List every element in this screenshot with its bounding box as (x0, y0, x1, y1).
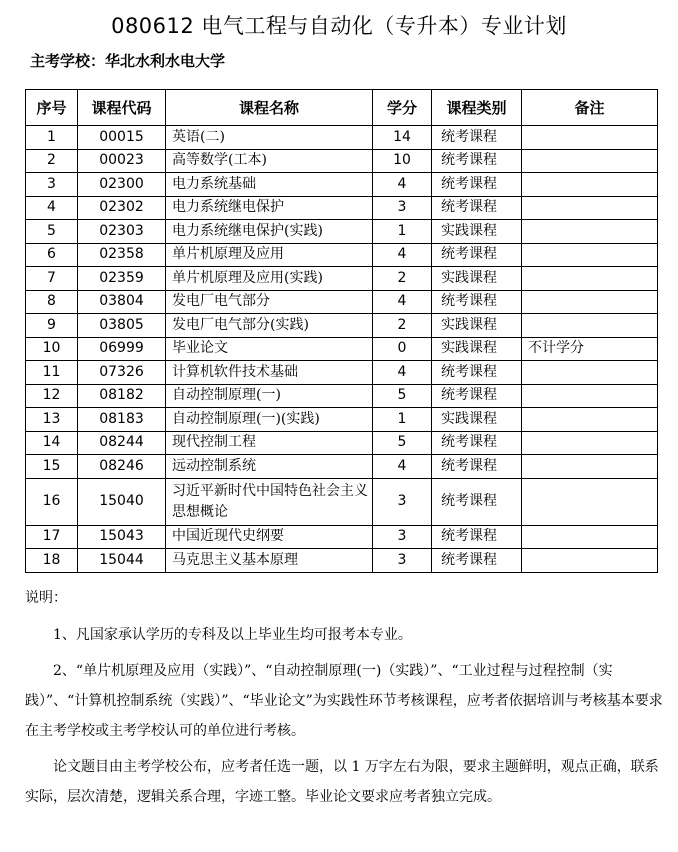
cell-seq: 11 (26, 361, 78, 385)
header-name: 课程名称 (166, 90, 373, 126)
cell-course-type: 实践课程 (432, 337, 522, 361)
cell-credits: 4 (373, 243, 432, 267)
cell-course-type: 实践课程 (432, 314, 522, 338)
cell-seq: 14 (26, 431, 78, 455)
cell-code: 03804 (78, 290, 166, 314)
cell-credits: 3 (373, 478, 432, 525)
cell-course-type: 统考课程 (432, 361, 522, 385)
cell-note (522, 126, 658, 150)
table-header-row (26, 90, 658, 126)
cell-seq: 12 (26, 384, 78, 408)
cell-course-type: 统考课程 (432, 126, 522, 150)
cell-seq: 9 (26, 314, 78, 338)
table-row (26, 149, 658, 173)
cell-credits: 2 (373, 267, 432, 291)
cell-credits: 4 (373, 173, 432, 197)
cell-note (522, 243, 658, 267)
cell-course-type: 统考课程 (432, 149, 522, 173)
cell-code: 00023 (78, 149, 166, 173)
cell-code: 08182 (78, 384, 166, 408)
cell-seq: 6 (26, 243, 78, 267)
cell-course-name: 自动控制原理(一) (166, 384, 373, 408)
table-row (26, 361, 658, 385)
cell-seq: 16 (26, 478, 78, 525)
cell-credits: 3 (373, 525, 432, 549)
cell-code: 02359 (78, 267, 166, 291)
cell-course-name: 现代控制工程 (166, 431, 373, 455)
header-type: 课程类别 (432, 90, 522, 126)
cell-course-type: 统考课程 (432, 196, 522, 220)
table-row (26, 220, 658, 244)
cell-seq: 2 (26, 149, 78, 173)
cell-note (522, 549, 658, 573)
cell-course-name: 中国近现代史纲要 (166, 525, 373, 549)
cell-credits: 14 (373, 126, 432, 150)
cell-course-name: 远动控制系统 (166, 455, 373, 479)
cell-course-type: 统考课程 (432, 478, 522, 525)
cell-code: 02302 (78, 196, 166, 220)
cell-code: 15040 (78, 478, 166, 525)
cell-credits: 4 (373, 290, 432, 314)
cell-credits: 1 (373, 408, 432, 432)
table-row (26, 384, 658, 408)
cell-seq: 7 (26, 267, 78, 291)
cell-note (522, 455, 658, 479)
cell-note (522, 173, 658, 197)
cell-course-name: 电力系统继电保护(实践) (166, 220, 373, 244)
cell-note (522, 525, 658, 549)
cell-course-type: 统考课程 (432, 549, 522, 573)
table-row (26, 267, 658, 291)
cell-course-type: 统考课程 (432, 173, 522, 197)
cell-code: 02358 (78, 243, 166, 267)
cell-course-type: 统考课程 (432, 384, 522, 408)
cell-code: 02300 (78, 173, 166, 197)
note-item-1: 1、凡国家承认学历的专科及以上毕业生均可报考本专业。 (53, 627, 412, 643)
cell-credits: 0 (373, 337, 432, 361)
cell-course-name: 发电厂电气部分 (166, 290, 373, 314)
cell-code: 02303 (78, 220, 166, 244)
cell-note (522, 314, 658, 338)
course-plan-table (25, 89, 658, 573)
cell-course-type: 统考课程 (432, 431, 522, 455)
cell-seq: 18 (26, 549, 78, 573)
cell-course-name: 高等数学(工本) (166, 149, 373, 173)
table-row (26, 408, 658, 432)
table-row (26, 431, 658, 455)
cell-course-name: 毕业论文 (166, 337, 373, 361)
table-row (26, 549, 658, 573)
cell-code: 08183 (78, 408, 166, 432)
cell-note (522, 431, 658, 455)
note-item-2: 2、“单片机原理及应用（实践）”、“自动控制原理(一)（实践）”、“工业过程与过程控制（实践）”、“计算机控制系统（实践）”、“毕业论文”为实践性环节考核课程，应考者依据培训与考核基本要求在主考学校或主考学校认可的单位进行考核。 (25, 663, 663, 739)
cell-course-name: 习近平新时代中国特色社会主义思想概论 (166, 478, 373, 525)
notes-label: 说明： (25, 590, 67, 606)
cell-credits: 10 (373, 149, 432, 173)
cell-seq: 3 (26, 173, 78, 197)
cell-code: 06999 (78, 337, 166, 361)
cell-note (522, 290, 658, 314)
cell-credits: 5 (373, 384, 432, 408)
note-item-3: 论文题目由主考学校公布，应考者任选一题，以 1 万字左右为限，要求主题鲜明，观点正确，联系实际，层次清楚，逻辑关系合理，字迹工整。毕业论文要求应考者独立完成。 (25, 759, 659, 805)
cell-note: 不计学分 (522, 337, 658, 361)
cell-seq: 17 (26, 525, 78, 549)
cell-course-name: 计算机软件技术基础 (166, 361, 373, 385)
table-row (26, 478, 658, 525)
table-row (26, 337, 658, 361)
cell-credits: 4 (373, 361, 432, 385)
cell-seq: 8 (26, 290, 78, 314)
cell-course-type: 实践课程 (432, 220, 522, 244)
cell-course-name: 电力系统继电保护 (166, 196, 373, 220)
cell-seq: 13 (26, 408, 78, 432)
table-row (26, 196, 658, 220)
table-row (26, 455, 658, 479)
cell-code: 00015 (78, 126, 166, 150)
cell-credits: 4 (373, 455, 432, 479)
cell-credits: 2 (373, 314, 432, 338)
notes-section (25, 586, 665, 812)
cell-seq: 4 (26, 196, 78, 220)
header-code: 课程代码 (78, 90, 166, 126)
cell-course-name: 发电厂电气部分(实践) (166, 314, 373, 338)
cell-note (522, 384, 658, 408)
cell-credits: 1 (373, 220, 432, 244)
school-label: 主考学校：华北水利水电大学 (30, 52, 226, 70)
cell-seq: 15 (26, 455, 78, 479)
page-title: 080612 电气工程与自动化（专升本）专业计划 (111, 14, 567, 38)
cell-credits: 3 (373, 196, 432, 220)
cell-note (522, 267, 658, 291)
table-row (26, 314, 658, 338)
table-row (26, 173, 658, 197)
cell-code: 08246 (78, 455, 166, 479)
header-seq: 序号 (26, 90, 78, 126)
header-note: 备注 (522, 90, 658, 126)
cell-code: 15044 (78, 549, 166, 573)
table-row (26, 126, 658, 150)
table-row (26, 243, 658, 267)
cell-course-name: 马克思主义基本原理 (166, 549, 373, 573)
cell-seq: 1 (26, 126, 78, 150)
cell-course-type: 统考课程 (432, 525, 522, 549)
cell-note (522, 149, 658, 173)
cell-credits: 3 (373, 549, 432, 573)
cell-note (522, 196, 658, 220)
header-credits: 学分 (373, 90, 432, 126)
cell-course-type: 实践课程 (432, 267, 522, 291)
cell-seq: 10 (26, 337, 78, 361)
cell-note (522, 408, 658, 432)
cell-seq: 5 (26, 220, 78, 244)
table-row (26, 290, 658, 314)
cell-code: 08244 (78, 431, 166, 455)
cell-note (522, 220, 658, 244)
table-row (26, 525, 658, 549)
cell-note (522, 361, 658, 385)
cell-code: 15043 (78, 525, 166, 549)
cell-code: 03805 (78, 314, 166, 338)
cell-credits: 5 (373, 431, 432, 455)
cell-course-name: 单片机原理及应用(实践) (166, 267, 373, 291)
cell-course-name: 单片机原理及应用 (166, 243, 373, 267)
cell-course-type: 统考课程 (432, 290, 522, 314)
cell-code: 07326 (78, 361, 166, 385)
cell-course-type: 统考课程 (432, 455, 522, 479)
cell-course-type: 统考课程 (432, 243, 522, 267)
cell-course-name: 英语(二) (166, 126, 373, 150)
cell-course-name: 自动控制原理(一)(实践) (166, 408, 373, 432)
cell-course-type: 实践课程 (432, 408, 522, 432)
cell-note (522, 478, 658, 525)
cell-course-name: 电力系统基础 (166, 173, 373, 197)
